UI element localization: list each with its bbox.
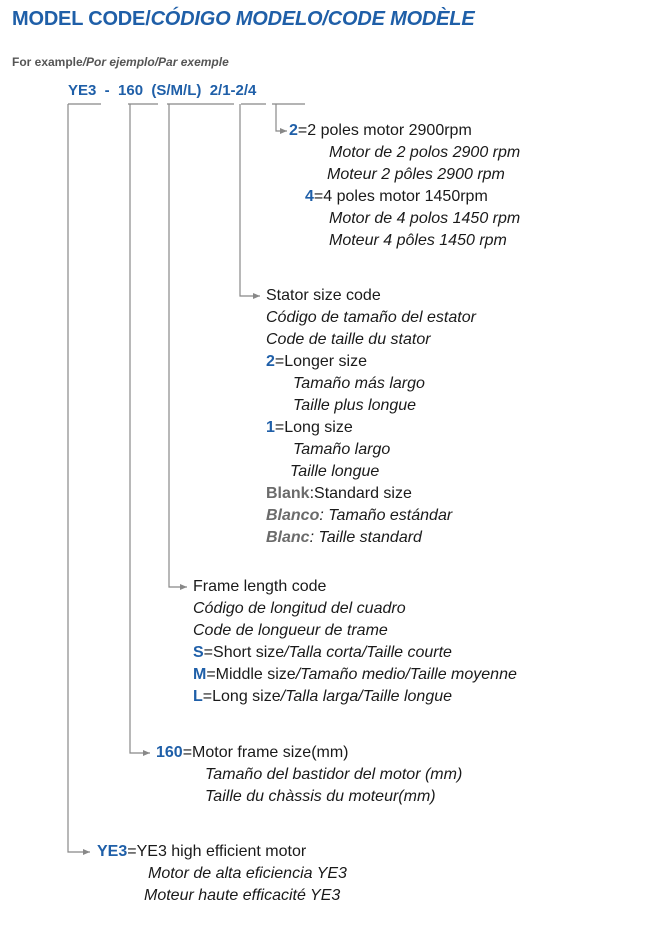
stator-2-fr: Taille plus longue (293, 397, 417, 414)
connector-frame-length (169, 104, 187, 587)
stator-1-line (266, 418, 353, 438)
frame-length-m-rest: /Tamaño medio/Taille moyenne (295, 666, 517, 683)
frame-length-es: Código de longitud del cuadro (193, 600, 406, 617)
series-es: Motor de alta eficiencia YE3 (148, 865, 347, 882)
stator-blank-en: :Standard size (309, 485, 412, 502)
frame-length-l-key: L (193, 688, 203, 705)
series-fr: Moteur haute efficacité YE3 (144, 887, 341, 904)
frame-length-s-rest: /Talla corta/Taille courte (284, 644, 452, 661)
frame-size-en: =Motor frame size(mm) (182, 744, 349, 761)
series-line (97, 842, 306, 862)
stator-2-es: Tamaño más largo (293, 375, 425, 392)
poles-2-en: =2 poles motor 2900rpm (297, 122, 472, 139)
connector-frame-size (130, 104, 150, 753)
stator-en: Stator size code (266, 287, 381, 304)
frame-length-s-key: S (193, 644, 204, 661)
frame-length-l-rest: /Talla larga/Taille longue (280, 688, 453, 705)
connector-series (68, 104, 90, 852)
stator-blank-key: Blank (266, 485, 310, 502)
poles-4-en: =4 poles motor 1450rpm (313, 188, 488, 205)
poles-4-fr: Moteur 4 pôles 1450 rpm (329, 232, 507, 249)
stator-1-fr: Taille longue (290, 463, 380, 480)
stator-2-en: =Longer size (274, 353, 367, 370)
stator-2-key: 2 (266, 353, 275, 370)
stator-1-es: Tamaño largo (293, 441, 391, 458)
poles-2-line (289, 121, 472, 141)
frame-length-s-en: =Short size (203, 644, 285, 661)
poles-4-line (305, 187, 488, 207)
example-label (12, 55, 229, 69)
frame-length-m-en: =Middle size (206, 666, 296, 683)
frame-size-line (156, 743, 349, 763)
connector-stator (240, 104, 260, 296)
frame-length-fr: Code de longueur de trame (193, 622, 388, 639)
stator-blanc-line (266, 528, 422, 548)
page-title (12, 8, 474, 31)
stator-blanco-es: : Tamaño estándar (319, 507, 453, 524)
frame-length-s-line (193, 643, 452, 663)
stator-2-line (266, 352, 367, 372)
example-rest: /Por ejemplo/Par exemple (82, 55, 229, 69)
model-code-example: YE3 - 160 (S/M/L) 2/1-2/4 (68, 82, 257, 99)
stator-blanc-key: Blanc (266, 529, 310, 546)
stator-1-key: 1 (266, 419, 275, 436)
stator-es: Código de tamaño del estator (266, 309, 476, 326)
frame-length-en: Frame length code (193, 578, 327, 595)
stator-1-en: =Long size (274, 419, 353, 436)
stator-fr: Code de taille du stator (266, 331, 431, 348)
frame-length-l-line (193, 687, 452, 707)
frame-size-fr: Taille du chàssis du moteur(mm) (205, 788, 436, 805)
stator-blank-line (266, 484, 412, 504)
connector-poles (276, 104, 287, 131)
example-prefix: For example (12, 55, 83, 69)
stator-blanc-fr: : Taille standard (309, 529, 422, 546)
poles-4-key: 4 (305, 188, 314, 205)
frame-length-m-line (193, 665, 517, 685)
stator-blanco-line (266, 506, 452, 526)
frame-size-es: Tamaño del bastidor del motor (mm) (205, 766, 463, 783)
frame-size-key: 160 (156, 744, 183, 761)
stator-blanco-key: Blanco (266, 507, 320, 524)
frame-length-l-en: =Long size (202, 688, 281, 705)
poles-2-fr: Moteur 2 pôles 2900 rpm (327, 166, 505, 183)
poles-2-es: Motor de 2 polos 2900 rpm (329, 144, 521, 161)
poles-4-es: Motor de 4 polos 1450 rpm (329, 210, 521, 227)
poles-2-key: 2 (289, 122, 298, 139)
title-rest: CÓDIGO MODELO/CODE MODÈLE (150, 8, 475, 30)
frame-length-m-key: M (193, 666, 207, 683)
title-prefix: MODEL CODE/ (12, 8, 151, 30)
series-key: YE3 (97, 843, 128, 860)
series-en: =YE3 high efficient motor (127, 843, 307, 860)
